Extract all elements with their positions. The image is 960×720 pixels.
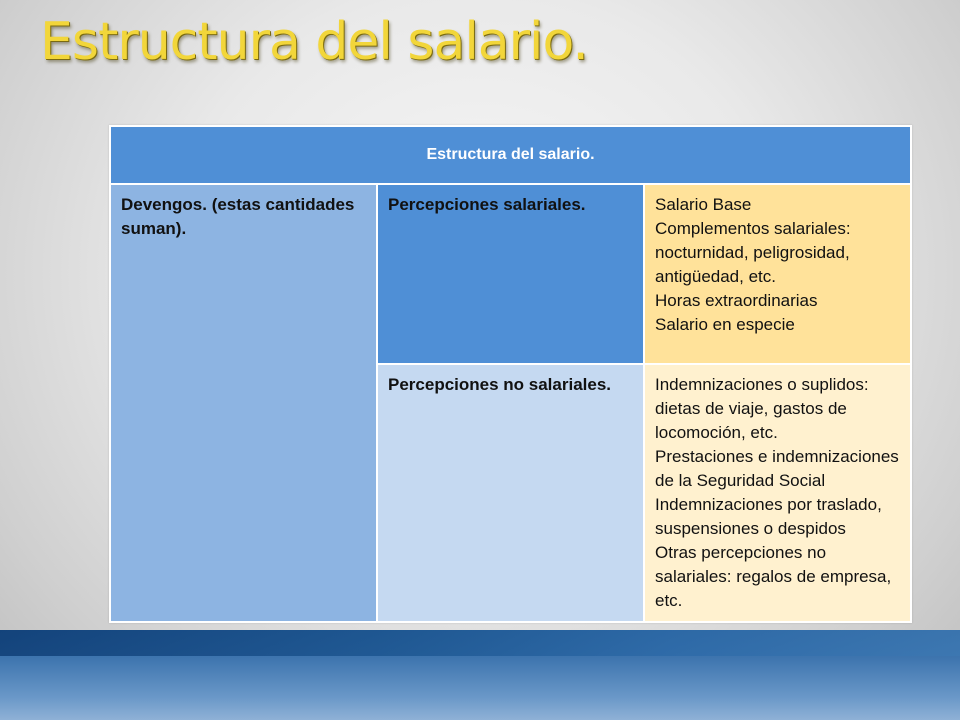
list-item: Indemnizaciones o suplidos: dietas de viaje, gastos de locomoción, etc. bbox=[655, 375, 869, 442]
table-header-row bbox=[110, 126, 911, 184]
table-header: Estructura del salario. bbox=[110, 126, 911, 184]
percepciones-salariales-items bbox=[644, 184, 911, 364]
salary-structure-table bbox=[109, 125, 912, 623]
percepciones-salariales-label: Percepciones salariales. bbox=[377, 184, 644, 364]
percepciones-no-salariales-label: Percepciones no salariales. bbox=[377, 364, 644, 622]
list-item: Horas extraordinarias bbox=[655, 291, 818, 310]
list-item: Salario en especie bbox=[655, 315, 795, 334]
list-item: Indemnizaciones por traslado, suspensiones o despidos bbox=[655, 495, 882, 538]
percepciones-no-salariales-items bbox=[644, 364, 911, 622]
table-row bbox=[110, 184, 911, 364]
list-item: Salario Base bbox=[655, 195, 752, 214]
footer-strip bbox=[0, 630, 960, 656]
slide-title: Estructura del salario. bbox=[40, 12, 588, 72]
list-item: Complementos salariales: nocturnidad, peligrosidad, antigüedad, etc. bbox=[655, 219, 851, 286]
devengos-cell: Devengos. (estas cantidades suman). bbox=[110, 184, 377, 622]
list-item: Prestaciones e indemnizaciones de la Seguridad Social bbox=[655, 447, 899, 490]
list-item: Otras percepciones no salariales: regalos de empresa, etc. bbox=[655, 543, 892, 610]
